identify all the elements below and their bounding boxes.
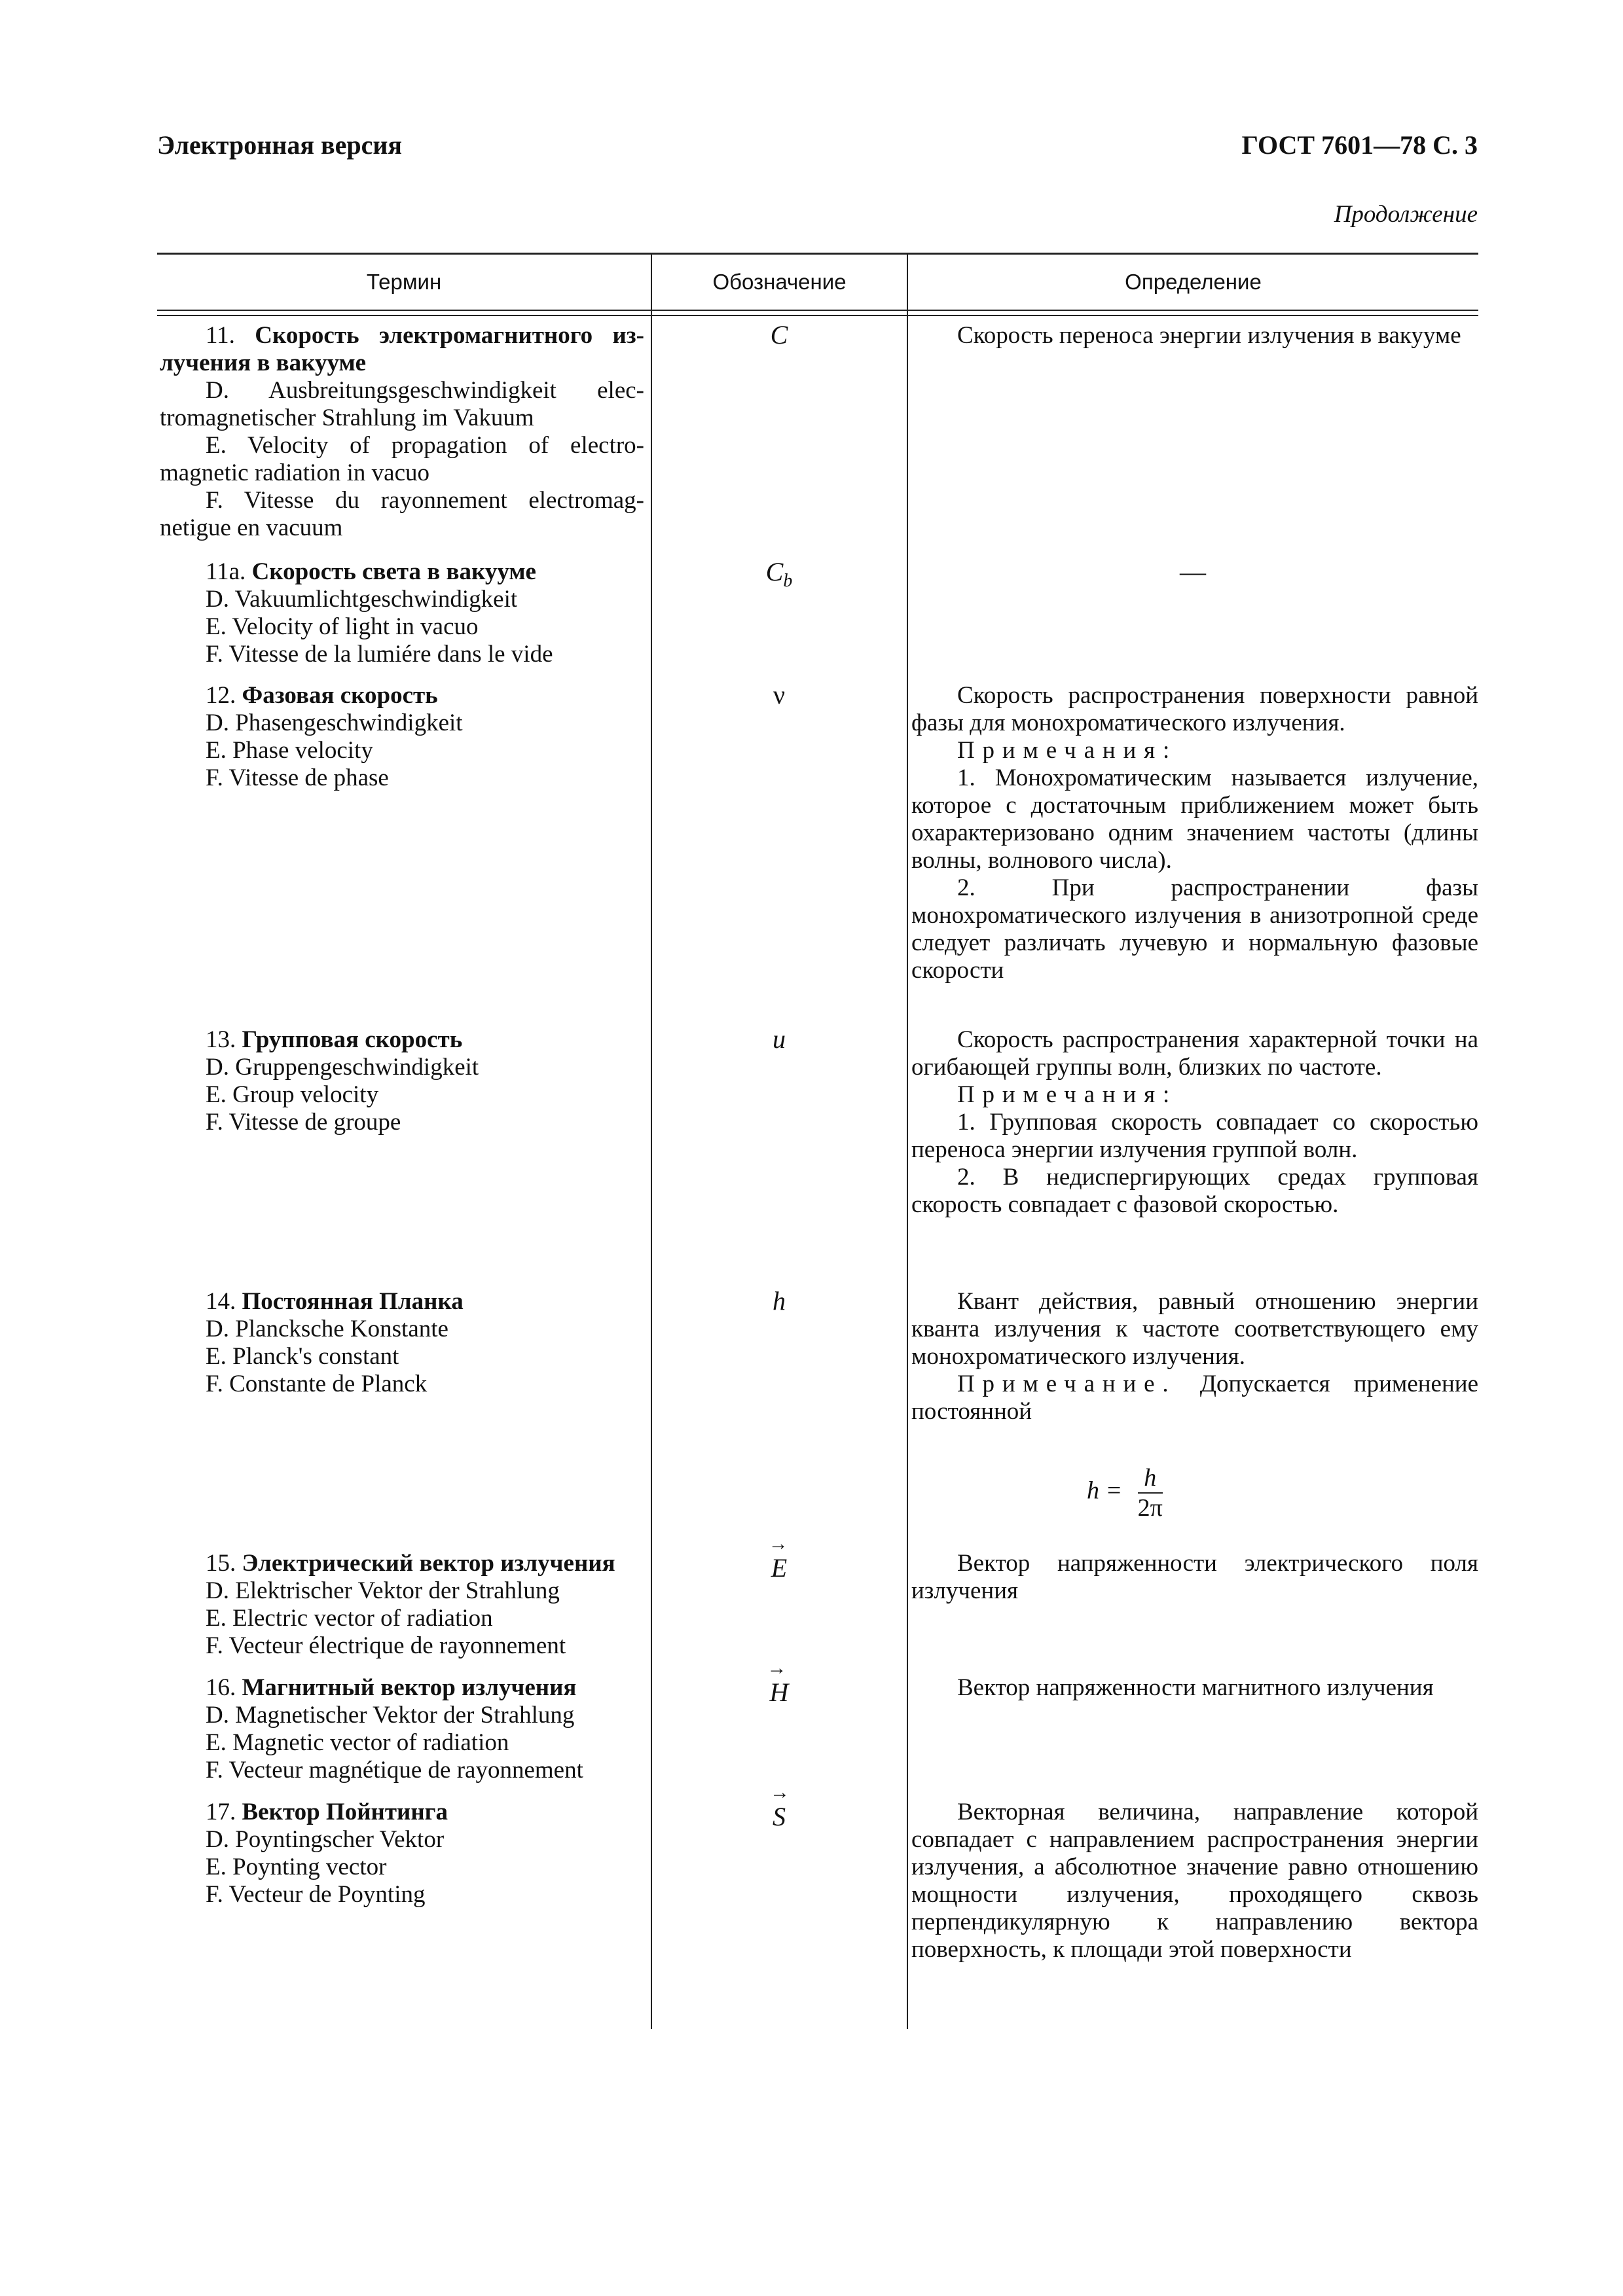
term-row-15: 15. Электрический вектор излучения D. Elektrischer Vektor der Strahlung E. Electric vector of radiation F. Vecteur électrique de rayonnement xyxy=(206,1550,615,1659)
vector-arrow-icon: → xyxy=(770,1782,790,1803)
header-right: ГОСТ 7601—78 С. 3 xyxy=(1241,130,1478,160)
column-header-term: Термин xyxy=(366,270,442,294)
definition-row-11: Скорость переноса энергии излучения в вакууме xyxy=(957,322,1461,349)
term-row-12: 12. Фазовая скорость D. Phasengeschwindigkeit E. Phase velocity F. Vitesse de phase xyxy=(206,682,463,791)
term-row-11a: 11а. Скорость света в вакууме D. Vakuumlichtgeschwindigkeit E. Velocity of light in vacuo F. Vitesse de la lumiére dans le vide xyxy=(206,558,553,668)
definition-row-15: Вектор напряженности электрического поля излучения xyxy=(911,1550,1478,1604)
definition-row-17: Векторная величина, направление которой совпадает с направлением распространения энергии излучения, а абсолютное значение равно отношению мощности излучения, проходящего сквозь перпендикулярную к направлению вектора поверхность, к площади этой поверхности xyxy=(911,1799,1478,1963)
notes-label: Примечания: xyxy=(957,1081,1178,1108)
table-top-rule xyxy=(157,253,1478,255)
symbol-row-17: → S xyxy=(770,1782,790,1831)
column-divider-1 xyxy=(651,254,652,2029)
table-header-rule-1 xyxy=(157,310,1478,311)
notes-label: Примечания: xyxy=(957,737,1178,764)
symbol-row-13: u xyxy=(773,1024,786,1054)
definition-row-11a: — xyxy=(1180,557,1206,586)
vector-arrow-icon: → xyxy=(767,1657,787,1679)
symbol-row-16: → H xyxy=(767,1657,789,1707)
planck-formula: h = $\frac{h}{2\pi}$ xyxy=(1087,1464,1163,1522)
definition-row-16: Вектор напряженности магнитного излучения xyxy=(957,1674,1434,1701)
definition-row-13: Скорость распространения характерной точки на огибающей группы волн, близких по частоте. Примечания: 1. Групповая скорость совпадает со скоростью переноса энергии излучения группой волн. 2. В недиспергирующих средах групповая скорость совпадает с фазовой скоростью. xyxy=(911,1026,1478,1218)
note-label: Примечание. xyxy=(957,1371,1176,1397)
term-row-16: 16. Магнитный вектор излучения D. Magnetischer Vektor der Strahlung E. Magnetic vector of radiation F. Vecteur magnétique de rayonnement xyxy=(206,1674,583,1784)
column-divider-2 xyxy=(907,254,908,2029)
symbol-row-14: h xyxy=(773,1286,786,1316)
symbol-row-11: C xyxy=(770,320,788,350)
vector-arrow-icon: → xyxy=(768,1533,788,1554)
term-row-11: 11. Скорость электромагнитного из- лучения в вакууме D. Ausbreitungsgeschwindigkeit elec- tromagnetischer Strahlung im Vakuum E. Velocity of propagation of electro- magnetic radiation in vacuo F. Vitesse du rayonnement electromag- netigue en vacuum xyxy=(160,322,644,541)
table-header-rule-2 xyxy=(157,315,1478,316)
term-row-13: 13. Групповая скорость D. Gruppengeschwindigkeit E. Group velocity F. Vitesse de groupe xyxy=(206,1026,479,1136)
definition-row-14: Квант действия, равный отношению энергии кванта излучения к частоте соответствующего ему монохроматического излучения. Примечание. Допускается применение постоянной xyxy=(911,1288,1478,1425)
symbol-row-12: ν xyxy=(773,680,786,709)
column-header-definition: Определение xyxy=(1125,270,1262,294)
definition-row-12: Скорость распространения поверхности равной фазы для монохроматического излучения. Примечания: 1. Монохроматическим называется излучение, которое с достаточным приближением может быть охарактеризовано одним значением частоты (длины волны, волнового числа). 2. При распространении фазы монохроматического излучения в анизотропной среде следует различать лучевую и нормальную фазовые скорости xyxy=(911,682,1478,984)
header-left: Электронная версия xyxy=(157,130,403,160)
term-row-17: 17. Вектор Пойнтинга D. Poyntingscher Vektor E. Poynting vector F. Vecteur de Poynting xyxy=(206,1799,448,1908)
symbol-row-15: → E xyxy=(768,1533,788,1583)
term-row-14: 14. Постоянная Планка D. Plancksche Konstante E. Planck's constant F. Constante de Planck xyxy=(206,1288,464,1397)
continuation-label: Продолжение xyxy=(1334,201,1478,228)
column-header-symbol: Обозначение xyxy=(712,270,847,294)
symbol-row-11a: $C_b$ xyxy=(765,557,793,591)
